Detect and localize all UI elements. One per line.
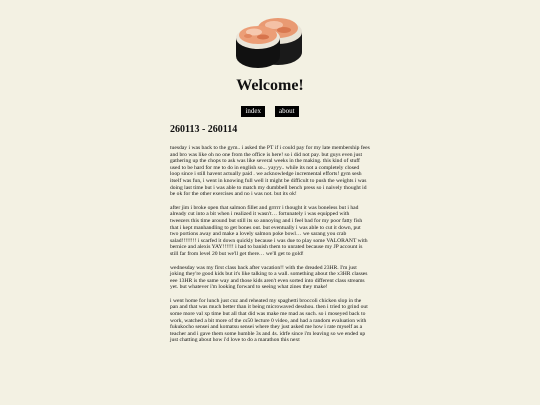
post-paragraph: tuesday i was back to the gym.. i asked the PT if i could pay for my late membership fees and bro was like oh no one from the office is here! so i did not pay. but guys even just gathering up the chops to ask was like several weeks in the making. this kind of stuff used to be hard for me to do in english so... yayyy.. while its not a completely closed loop since i still havent actually paid . we acknowledge incremental efforts! gym sesh itself was fun, i went in knowing full well it might be difficult to push the weights i was doing last time but i was able to match my dumbbell bench press so i naively thought id be ok for the other exercises and no i was not. but its ok! (170, 145, 370, 198)
post-paragraph: i went home for lunch just cuz and reheated my spaghetti broccoli chicken slop in the pan and that was much better than it being microwaved desshou. then i tried to grind out some more val xp time but all that did was make me mad as such. so i moseyed back to work, watched a bit more of the cs50 lecture 0 video, and had a random evaluation with fukukocho sensei and komatsu sensei where they just asked me how i rate myself as a teacher and i gave them some humble 3s and 4s. idrfe since i'm leaving so we ended up just chatting about how i'd love to do a marathon this next (170, 297, 368, 344)
post-title: 260113 - 260114 (170, 124, 238, 135)
main-nav (0, 100, 540, 118)
post-paragraph: wednesday was my first class back after vacation!! with the dreaded 23HR. I'm just joking they're good kids but it's like talking to a wall. something about the x3HR classes eee 13HR is the same way and those kids aren't even sorted into different class streams yet. but whatever i'm looking forward to seeing what zines they make! (170, 264, 368, 291)
nav-link-about[interactable]: about (275, 106, 299, 117)
nav-link-index[interactable]: index (241, 106, 265, 117)
post-paragraph: after jim i broke open that salmon fillet and grrrrr i thought it was boneless but i had already cut into a bit when i realized it wasn't… fortunately i was equipped with tweezers this time around but still its so annoying and i feel bad for my poor fatty fish that i kept manhandling to get bones out. but eventually i was able to cut it down, put two portions away and make a lovely salmon poke bowl… we sarang you crab salad!!!!!!!! i scarfed it down quickly because i was due to play some VALORANT with bernice and alexis YAY!!!!!! i had to banish them to unrated because my JP account is still far from level 20 but we'll get there… we'll get to gold! (170, 204, 368, 257)
sushi-logo-icon (232, 8, 308, 70)
welcome-heading: Welcome! (236, 77, 304, 94)
post-content (170, 124, 370, 351)
